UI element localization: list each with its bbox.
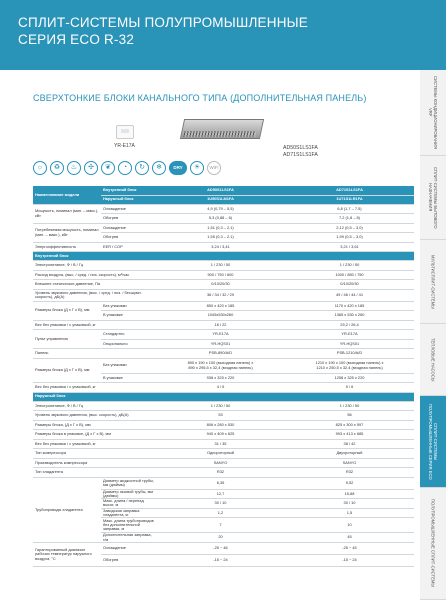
model-2-outdoor: 1U71S1LR1FA [285, 195, 414, 204]
row-label: Трубопроводы хладагента [33, 477, 101, 542]
panel-size-line-2: 1210 х 250,5 х 32,4 (входная панель) [316, 364, 383, 370]
row-sublabel: Дополнительная заправка, г/м [101, 533, 156, 543]
page-title [18, 14, 308, 48]
cell-model-2: 56 [285, 411, 414, 421]
cell-model-2: 1,99 (0,5 – 3,0) [285, 233, 414, 243]
row-sublabel: Диаметр жидкостной трубы, мм (дюймы) [101, 477, 156, 489]
row-sublabel: Обогрев [101, 214, 156, 224]
row-sublabel: Без упаковки [101, 301, 156, 311]
row-label: Уровень звукового давления, (выс. скорость), дБ(А) [33, 411, 156, 421]
cell-model-2: Двухроторный [285, 449, 414, 459]
table-row [33, 349, 414, 359]
cell-model-2: 49 / 46 / 44 / 41 [285, 289, 414, 301]
cell-model-2: 825 х 300 х 597 [285, 420, 414, 430]
cell-model-1: 1,55 (0,3 – 2,1) [156, 233, 285, 243]
cell-model-1: 31 / 35 [156, 439, 285, 449]
row-sublabel: Макс. длина трубопроводов без дополнительной заправки, м [101, 518, 156, 533]
row-label: Электропитание, Ф / В / Гц [33, 261, 156, 271]
cell-model-1: 1 / 230 / 50 [156, 401, 285, 411]
row-sublabel: В упаковке [101, 311, 156, 321]
model-name-header: Наименование модели [33, 186, 101, 204]
cell-model-2: 15,88 [285, 489, 414, 499]
snow-icon: ❄ [152, 161, 166, 175]
cell-model-2: 1170 х 420 х 185 [285, 301, 414, 311]
row-label: Производитель компрессора [33, 458, 156, 468]
model-1-outdoor: 1U50S1LM1FA [156, 195, 285, 204]
remote-control-image [116, 125, 134, 139]
cell-model-1: 6,35 [156, 477, 285, 489]
cell-model-2: -25 ~ 45 [285, 542, 414, 554]
cell-model-1: 12,7 [156, 489, 285, 499]
table-row [33, 420, 414, 430]
side-tab-vrf[interactable]: СИСТЕМЫ КОНДИЦИОНИРОВАНИЯ VRF [420, 70, 446, 156]
row-label: Мощность, номинал (мин. – макс.), кВт [33, 204, 101, 223]
title-line-1: СПЛИТ-СИСТЕМЫ ПОЛУПРОМЫШЛЕННЫЕ [18, 15, 308, 30]
cell-model-2: 993 х 413 х 685 [285, 430, 414, 440]
table-row [33, 439, 414, 449]
cell-model-2: 1258 х 325 х 220 [285, 373, 414, 383]
row-sublabel: Без упаковки [101, 358, 156, 373]
cell-model-1: R32 [156, 468, 285, 478]
model-label-1: AD50S1LS1FA [283, 145, 318, 151]
cell-model-2: PSB-1210/A/D [285, 349, 414, 359]
table-row [33, 270, 414, 280]
reset-icon: ↻ [135, 161, 149, 175]
cell-model-1: PSB-890/A/D [156, 349, 285, 359]
cell-model-1: 1 / 230 / 50 [156, 261, 285, 271]
row-label: Панель [33, 349, 156, 359]
outdoor-unit-header: Наружный блок [101, 195, 156, 204]
cell-model-2: 1000 / 850 / 750 [285, 270, 414, 280]
row-label: Вес без упаковки / с упаковкой, кг [33, 439, 156, 449]
cell-model-1: 5,3 (0,88 – 6) [156, 214, 285, 224]
spec-table [33, 186, 414, 567]
section-row-outdoor [33, 392, 414, 401]
cell-model-1: 940 х 409 х 625 [156, 430, 285, 440]
cell-model-2: 9,52 [285, 477, 414, 489]
row-label: Размеры блока (Д х Г х В), мм [33, 301, 101, 320]
feature-icons [33, 161, 221, 177]
row-label: Гарантированный диапазон рабочих температур наружного воздуха, °С [33, 542, 101, 566]
cell-model-1: 4,9 (0,79 – 5,5) [156, 204, 285, 214]
cell-model-1: 36 / 34 / 32 / 29 [156, 289, 285, 301]
duct-unit-grill [183, 131, 256, 137]
model-labels [283, 145, 318, 159]
cell-model-1: 20 [156, 533, 285, 543]
row-label: Внешнее статическое давление, Па [33, 280, 156, 290]
cell-model-1: YR-HQS01 [156, 339, 285, 349]
row-sublabel: Макс. длина / перепад высот, м [101, 499, 156, 509]
panel-size-line-1: 1210 х 190 х 100 (выходная панель) х [315, 360, 384, 366]
row-sublabel: Охлаждение [101, 223, 156, 233]
cell-model-1: 1,2 [156, 508, 285, 518]
cell-model-2: 6,8 (1,7 – 7,5) [285, 204, 414, 214]
model-label-2: AD71S1LS1FA [283, 152, 318, 158]
row-label: Размеры блока в упаковке, (Д х Г х В), мм [33, 430, 156, 440]
cell-model-1: 806 х 280 х 530 [156, 420, 285, 430]
cell-model-2: YR-E17A [285, 330, 414, 340]
row-sublabel: Охлаждение [101, 204, 156, 214]
side-tabs [420, 70, 446, 600]
leaf-icon: ❦ [101, 161, 115, 175]
cell-model-2: 10 [285, 518, 414, 533]
table-row [33, 358, 414, 373]
row-sublabel: Заводская заправка хладагента, кг [101, 508, 156, 518]
side-tab-household[interactable]: СПЛИТ-СИСТЕМЫ БЫТОВОГО НАЗНАЧЕНИЯ [420, 156, 446, 240]
cell-model-2: R32 [285, 468, 414, 478]
row-label: Потребляемая мощность, номинал (мин. – макс.), кВт [33, 223, 101, 242]
row-label: Вес без упаковки / с упаковкой, кг [33, 383, 156, 393]
table-row [33, 289, 414, 301]
cell-model-1: 938 х 325 х 220 [156, 373, 285, 383]
title-line-2: СЕРИЯ ECO R-32 [18, 32, 135, 47]
row-label: Вес без упаковки / с упаковкой, кг [33, 320, 156, 330]
indoor-unit-header: Внутренний блок [101, 186, 156, 195]
table-row [33, 261, 414, 271]
side-tab-semi-industrial[interactable]: ПОЛУПРОМЫШЛЕННЫЕ СПЛИТ-СИСТЕМЫ [420, 488, 446, 600]
duct-unit-image [178, 113, 270, 143]
cell-model-1: 30 / 10 [156, 499, 285, 509]
swirl-icon: ☼ [33, 161, 47, 175]
heat-icon: ♨ [67, 161, 81, 175]
row-sublabel: Стандартно [101, 330, 156, 340]
cell-model-1: -15 ~ 24 [156, 554, 285, 566]
table-row [33, 280, 414, 290]
row-label: Пульт управления [33, 330, 101, 349]
row-sublabel: EER / COP [101, 242, 156, 252]
row-label: Тип компрессора [33, 449, 156, 459]
timer-icon: ◔ [118, 161, 132, 175]
cell-model-2: YR-HQS01 [285, 339, 414, 349]
table-header-row [33, 186, 414, 195]
cell-model-2: 1 / 230 / 50 [285, 261, 414, 271]
panel-size-line-1: 890 х 190 х 100 (выходная панель) х [187, 360, 254, 366]
cell-model-1: SANYO [156, 458, 285, 468]
row-sublabel: В упаковке [101, 373, 156, 383]
wifi-icon: WiFi [207, 161, 221, 175]
row-sublabel: Опционально [101, 339, 156, 349]
cell-model-2: 38 / 42 [285, 439, 414, 449]
section-title-outdoor: Наружный блок [33, 392, 414, 401]
row-sublabel: Обогрев [101, 554, 156, 566]
fan-icon: ✣ [84, 161, 98, 175]
table-row [33, 430, 414, 440]
cell-model-2: 45 [285, 533, 414, 543]
cell-model-2 [285, 358, 414, 373]
page-header [0, 0, 446, 70]
cell-model-1: 850 х 420 х 185 [156, 301, 285, 311]
cell-model-2: 5 / 6 [285, 383, 414, 393]
row-sublabel: Диаметр газовой трубы, мм (дюймы) [101, 489, 156, 499]
table-row [33, 223, 414, 233]
table-row [33, 242, 414, 252]
cell-model-1: 16 / 22 [156, 320, 285, 330]
cell-model-2: 25,2 / 26,4 [285, 320, 414, 330]
cell-model-2: 1365 х 530 х 260 [285, 311, 414, 321]
row-label: Размеры блока (Д х Г х В), мм [33, 358, 101, 383]
cell-model-1: 4 / 5 [156, 383, 285, 393]
table-row [33, 411, 414, 421]
remote-label: YR-E17A [114, 143, 135, 149]
table-row [33, 320, 414, 330]
model-2-indoor: AD71S1LS1FA [285, 186, 414, 195]
section-title-indoor: Внутренний блок [33, 252, 414, 261]
cell-model-2: 2,12 (0,5 – 3,0) [285, 223, 414, 233]
cell-model-1 [156, 358, 285, 373]
cell-model-2: 30 / 10 [285, 499, 414, 509]
table-row [33, 301, 414, 311]
cell-model-1: 1045x530x260 [156, 311, 285, 321]
table-row [33, 468, 414, 478]
cell-model-1: 7 [156, 518, 285, 533]
side-tab-heat-pumps[interactable]: ТЕПЛОВЫЕ НАСОСЫ [420, 324, 446, 396]
cell-model-2: -15 ~ 24 [285, 554, 414, 566]
table-row [33, 383, 414, 393]
cell-model-1: -25 ~ 46 [156, 542, 285, 554]
row-label: Размеры блока, (Д х Г х В), мм [33, 420, 156, 430]
cell-model-2: 1 / 230 / 50 [285, 401, 414, 411]
row-label: Расход воздуха, (выс. / сред. / низ. скорость), м³/час [33, 270, 156, 280]
section-row-indoor [33, 252, 414, 261]
cell-model-2: 7,2 (1,8 – 8) [285, 214, 414, 224]
cell-model-2: 3,21 / 3,61 [285, 242, 414, 252]
cell-model-2: 1,5 [285, 508, 414, 518]
section-subtitle: СВЕРХТОНКИЕ БЛОКИ КАНАЛЬНОГО ТИПА (ДОПОЛНИТЕЛЬНАЯ ПАНЕЛЬ) [33, 93, 367, 103]
row-sublabel: Обогрев [101, 233, 156, 243]
cell-model-1: Однороторный [156, 449, 285, 459]
row-sublabel: Охлаждение [101, 542, 156, 554]
cell-model-2: 0/10/20/30 [285, 280, 414, 290]
table-row [33, 330, 414, 340]
cell-model-2: SANYO [285, 458, 414, 468]
row-label: Уровень звукового давления, (выс. / сред. / низ. / бесшумн. скорость), дБ(А) [33, 289, 156, 301]
model-1-indoor: AD50S1LS1FA [156, 186, 285, 195]
table-row [33, 542, 414, 554]
table-row [33, 449, 414, 459]
side-tab-eco-semi-industrial[interactable]: СПЛИТ-СИСТЕМЫ ПОЛУПРОМЫШЛЕННЫЕ СЕРИЯ ECO [420, 396, 446, 488]
cell-model-1: 3,24 / 3,41 [156, 242, 285, 252]
table-row [33, 477, 414, 489]
sun-icon: ☀ [190, 161, 204, 175]
row-label: Энергоэффективность [33, 242, 101, 252]
dry-icon: DRY [169, 161, 187, 175]
side-tab-multisplit[interactable]: МУЛЬТИСПЛИТ-СИСТЕМЫ [420, 240, 446, 324]
table-row [33, 204, 414, 214]
cell-model-1: 1,51 (0,3 – 2,1) [156, 223, 285, 233]
recycle-icon: ♻ [50, 161, 64, 175]
cell-model-1: 900 / 750 / 600 [156, 270, 285, 280]
cell-model-1: 53 [156, 411, 285, 421]
cell-model-1: YR-E17A [156, 330, 285, 340]
row-label: Электропитание, Ф / В / Гц [33, 401, 156, 411]
panel-size-line-2: 890 х 295,5 х 32,4 (входная панель) [188, 364, 253, 370]
table-row [33, 458, 414, 468]
cell-model-1: 0/10/20/30 [156, 280, 285, 290]
table-row [33, 401, 414, 411]
remote-screen [121, 129, 129, 133]
row-label: Тип хладагента [33, 468, 156, 478]
